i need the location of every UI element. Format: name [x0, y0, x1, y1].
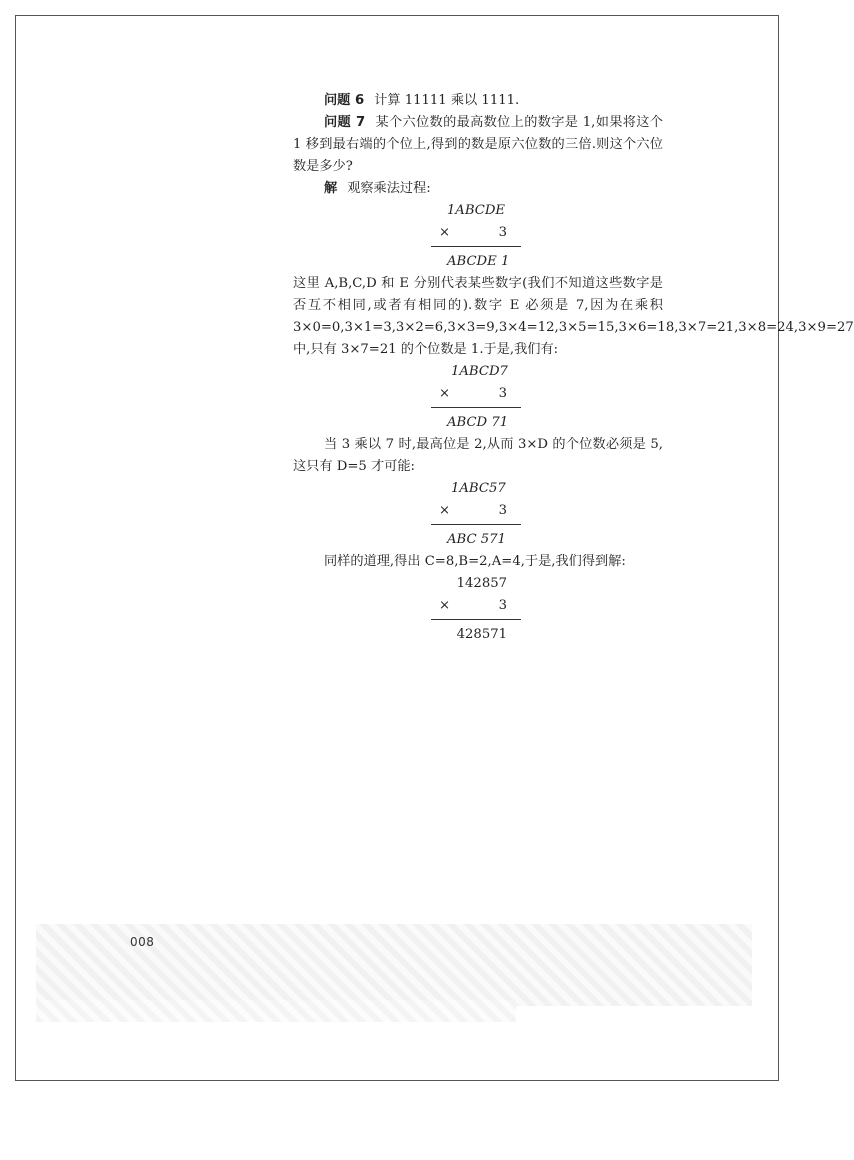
problem-6-text: 计算 11111 乘以 1111.: [374, 93, 520, 108]
solution-label: 解: [324, 181, 338, 196]
calc-1-multiplier-row: [431, 222, 521, 244]
multiply-sign: ×: [439, 386, 451, 401]
calc-4-top: 142857: [456, 576, 507, 591]
solution-para-2: 当 3 乘以 7 时,最高位是 2,从而 3×D 的个位数必须是 5,这只有 D=5 才可能:: [293, 437, 663, 474]
problem-7-text: 某个六位数的最高数位上的数字是 1,如果将这个 1 移到最右端的个位上,得到的数是原六位数的三倍.则这个六位数是多少?: [293, 115, 663, 174]
calc-3: [431, 478, 521, 551]
footer-pattern-lower: [36, 1000, 516, 1022]
solution-para-3: 同样的道理,得出 C=8,B=2,A=4,于是,我们得到解:: [324, 554, 626, 569]
solution-intro-text: 观察乘法过程:: [347, 181, 431, 196]
problem-7-label: 问题 7: [324, 115, 366, 130]
calc-4-rule: [431, 619, 521, 620]
calc-3-multiplier-row: [431, 500, 521, 522]
calc-2: [431, 361, 521, 434]
multiply-sign: ×: [439, 225, 451, 240]
calc-1: [431, 200, 521, 273]
solution-intro: [293, 178, 663, 200]
calc-4-multiplier: 3: [498, 598, 507, 613]
calc-4-multiplier-row: [431, 595, 521, 617]
calc-2-multiplier: 3: [498, 386, 507, 401]
problem-6-label: 问题 6: [324, 93, 365, 108]
calc-1-result: ABCDE 1: [447, 254, 510, 269]
calc-3-rule: [431, 524, 521, 525]
problem-6: [293, 90, 663, 112]
calc-3-result: ABC 571: [447, 532, 506, 547]
calc-4: [431, 573, 521, 646]
calc-1-rule: [431, 246, 521, 247]
multiply-sign: ×: [439, 503, 451, 518]
multiply-sign: ×: [439, 598, 451, 613]
calc-2-top: 1ABCD7: [451, 364, 508, 379]
calc-1-top: 1ABCDE: [446, 203, 506, 218]
calc-4-result: 428571: [456, 627, 507, 642]
calc-2-rule: [431, 407, 521, 408]
calc-2-result: ABCD 71: [447, 415, 509, 430]
solution-para-1: 这里 A,B,C,D 和 E 分别代表某些数字(我们不知道这些数字是否互不相同,或者有相同的).数字 E 必须是 7,因为在乘积 3×0=0,3×1=3,3×2=6,3×3=9,3×4=12,3×5=15,3×6=18,3×7=21,3×8=24,3×9=27 中,只有 3×7=21 的个位数是 1.于是,我们有:: [293, 276, 854, 357]
calc-3-multiplier: 3: [498, 503, 507, 518]
problem-7: [293, 112, 663, 178]
calc-2-multiplier-row: [431, 383, 521, 405]
page-number: 008: [130, 935, 155, 949]
calc-1-multiplier: 3: [498, 225, 507, 240]
text-block: [293, 90, 854, 646]
calc-3-top: 1ABC57: [451, 481, 506, 496]
